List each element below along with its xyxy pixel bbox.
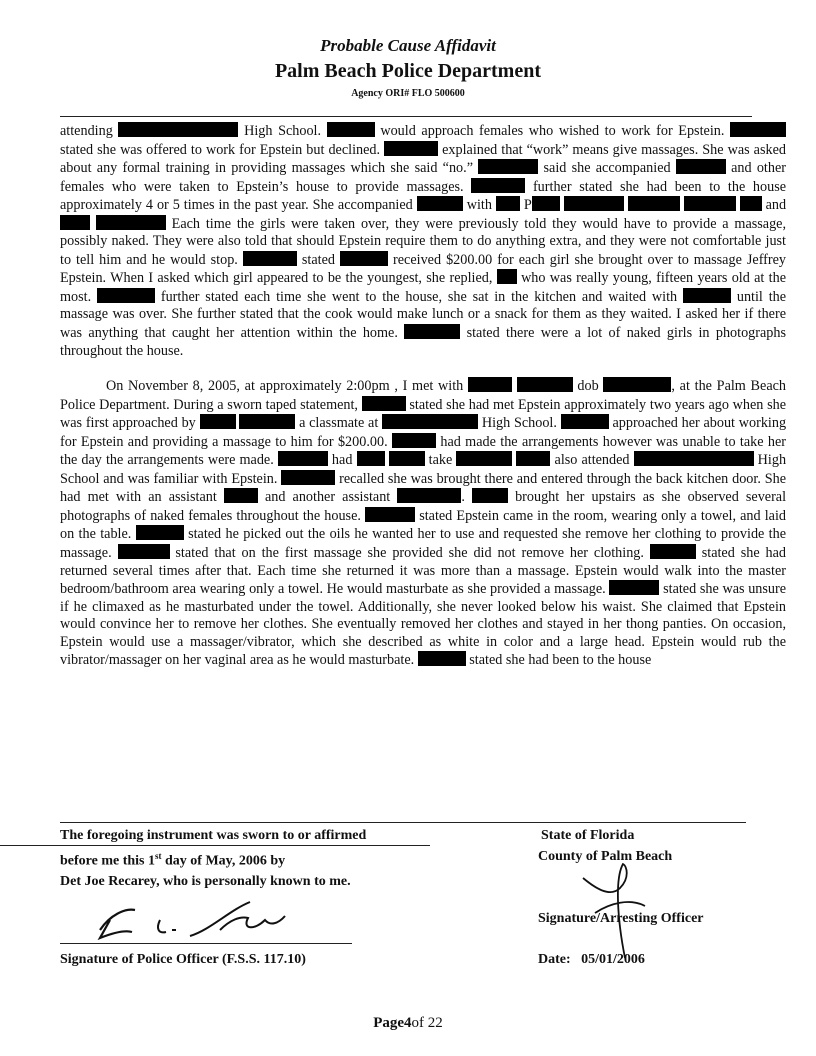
- redaction: [561, 414, 609, 429]
- text-run: said she accompanied: [543, 160, 671, 177]
- redaction: [340, 251, 388, 266]
- text-run: explained that “work” means give massages. She was asked about any formal training in providing massages which she said “no.”: [60, 141, 786, 177]
- text-run: a classmate at: [299, 415, 379, 432]
- header-rule: [60, 116, 752, 117]
- redaction: [471, 178, 525, 193]
- text-run: also attended: [554, 452, 630, 469]
- paragraph-1: [60, 122, 786, 360]
- redaction: [478, 159, 538, 174]
- text-run: and: [765, 197, 787, 214]
- redaction: [136, 525, 184, 540]
- redaction: [224, 488, 258, 503]
- date-label: Date:: [538, 952, 571, 967]
- agency-ori: Agency ORI# FLO 500600: [351, 88, 465, 99]
- text-run: take: [428, 452, 453, 469]
- text-run: High School.: [481, 415, 557, 432]
- police-signature-line: [60, 943, 352, 944]
- notary-date-suffix: st: [155, 851, 162, 861]
- redaction: [200, 414, 236, 429]
- paragraph-2: [60, 377, 786, 670]
- redaction: [60, 215, 90, 230]
- redaction: [676, 159, 726, 174]
- text-run: Each time the girls were taken over, they were previously told they would have to provide a massage, possibly naked. They were also told that should Epstein require them to do anything extra, and they were not comfortable just to tell him and he would stop.: [60, 215, 787, 268]
- affidavit-body: [60, 122, 786, 670]
- redaction: [517, 377, 573, 392]
- redaction: [650, 544, 696, 559]
- text-run: stated she had been to the house: [469, 652, 652, 669]
- notary-line-1: The foregoing instrument was sworn to or affirmed: [60, 828, 367, 843]
- date-field: [538, 950, 758, 970]
- redaction: [327, 122, 375, 137]
- affidavit-title: Probable Cause Affidavit: [320, 36, 496, 55]
- redaction: [382, 414, 478, 429]
- text-run: and another assistant: [264, 489, 391, 506]
- redaction: [684, 196, 736, 211]
- redaction: [118, 544, 170, 559]
- text-run: , at the Palm Beach Police Department. During a sworn taped statement,: [60, 378, 787, 413]
- redaction: [97, 288, 155, 303]
- redaction: [683, 288, 731, 303]
- police-officer-signature-icon: [80, 890, 300, 950]
- text-run: until the massage was over. She further stated that the cook would make lunch or a snack for them as they waited. I asked her if there was anything that caught her attention within the home.: [60, 288, 787, 342]
- notary-line-2: [60, 846, 480, 872]
- redaction: [456, 451, 512, 466]
- redaction: [603, 377, 671, 392]
- redaction: [239, 414, 295, 429]
- text-run: further stated she had been to the house approximately 4 or 5 times in the past year. She accompanied: [60, 178, 787, 214]
- redaction: [243, 251, 297, 266]
- text-run: attending: [60, 123, 113, 139]
- redaction: [417, 196, 463, 211]
- redaction: [96, 215, 166, 230]
- text-run: further stated each time she went to the house, she sat in the kitchen and waited with: [160, 288, 678, 305]
- page-total: of 22: [411, 1015, 443, 1031]
- page-label: Page: [373, 1015, 405, 1031]
- text-run: High School.: [244, 123, 322, 139]
- notary-date-rest: day of May, 2006 by: [161, 853, 286, 869]
- text-run: stated he picked out the oils he wanted her to use and requested she remove her clothing to provide the massage.: [60, 526, 787, 562]
- redaction: [730, 122, 786, 137]
- redaction: [468, 377, 512, 392]
- department-name: Palm Beach Police Department: [274, 60, 542, 82]
- notary-block: [60, 826, 480, 892]
- page-current: 4: [404, 1015, 412, 1031]
- text-run: stated she was offered to work for Epstein but declined.: [60, 141, 381, 158]
- text-run: High School and was familiar with Epstein.: [60, 452, 787, 487]
- text-run: brought her upstairs as she observed several photographs of naked females throughout the house.: [60, 489, 787, 524]
- redaction: [516, 451, 550, 466]
- text-run: .: [461, 489, 465, 506]
- text-run: stated there were a lot of naked girls in photographs throughout the house.: [60, 325, 786, 359]
- redaction: [628, 196, 680, 211]
- text-run: stated she had returned several times after that. Each time she returned it was more than a massage. Epstein would walk into the master bedroom/bathroom area wearing only a towel. He would masturbate as she provided a massage.: [60, 545, 786, 598]
- redaction: [496, 196, 520, 211]
- redaction: [281, 470, 335, 485]
- redaction: [392, 433, 436, 448]
- redaction: [389, 451, 425, 466]
- page-number: [0, 1015, 816, 1032]
- text-run: would approach females who wished to work for Epstein.: [380, 123, 725, 139]
- text-run: stated she had met Epstein approximately two years ago when she was first approached by: [60, 396, 786, 432]
- text-run: stated she was unsure if he climaxed as he masturbated under the towel. Additionally, she never looked below his waist. She claimed that Epstein would convince her to remove her clothes. She eventually removed her clothes and stayed in her thong panties. On occasion, Epstein would use a massager/vibrator, which she described as white in color and a large head. Epstein would rub the vibrator/massager on her vaginal area as he would masturbate.: [60, 581, 787, 669]
- redaction: [418, 651, 466, 666]
- redaction: [609, 580, 659, 595]
- redaction: [365, 507, 415, 522]
- text-run: dob: [577, 378, 599, 395]
- redaction: [362, 396, 406, 411]
- police-signature-label: Signature of Police Officer (F.S.S. 117.10): [60, 952, 306, 967]
- redaction: [384, 141, 438, 156]
- text-run: had: [331, 452, 353, 469]
- text-run: stated that on the first massage she provided she did not remove her clothing.: [175, 545, 644, 562]
- text-run: with: [466, 197, 492, 214]
- redaction: [472, 488, 508, 503]
- redaction: [497, 269, 517, 284]
- redaction: [740, 196, 762, 211]
- county-label: County of Palm Beach: [538, 849, 673, 864]
- redaction: [357, 451, 385, 466]
- redaction: [564, 196, 624, 211]
- arresting-officer-label: Signature/Arresting Officer: [538, 911, 704, 926]
- text-run: P: [523, 197, 532, 214]
- text-run: stated: [301, 251, 335, 268]
- redaction: [634, 451, 754, 466]
- notary-date-text: before me this 1: [60, 853, 155, 869]
- footer-rule-top: [60, 822, 746, 823]
- text-run: stated Epstein came in the room, wearing only a towel, and laid on the table.: [60, 507, 787, 543]
- text-run: On November 8, 2005, at approximately 2:00pm , I met with: [106, 378, 464, 395]
- text-run: received $200.00 for each girl she brought over to massage Jeffrey Epstein. When I asked which girl appeared to be the youngest, she replied,: [60, 251, 787, 287]
- redaction: [404, 324, 460, 339]
- redaction: [397, 488, 461, 503]
- notary-line-3: Det Joe Recarey, who is personally known to me.: [60, 873, 351, 889]
- text-run: and other females who were taken to Epstein’s house to provide massages.: [60, 160, 786, 195]
- redaction: [278, 451, 328, 466]
- text-run: recalled she was brought there and entered through the back kitchen door. She had met with an assistant: [60, 470, 786, 506]
- redaction: [118, 122, 238, 137]
- state-label: State of Florida: [541, 828, 635, 843]
- text-run: approached her about working for Epstein and providing a massage to him for $200.00.: [60, 415, 787, 450]
- redaction: [532, 196, 560, 211]
- date-value: 05/01/2006: [581, 952, 645, 967]
- text-run: had made the arrangements however was unable to take her the day the arrangements were made.: [60, 433, 787, 469]
- text-run: who was really young, fifteen years old at the most.: [60, 270, 787, 305]
